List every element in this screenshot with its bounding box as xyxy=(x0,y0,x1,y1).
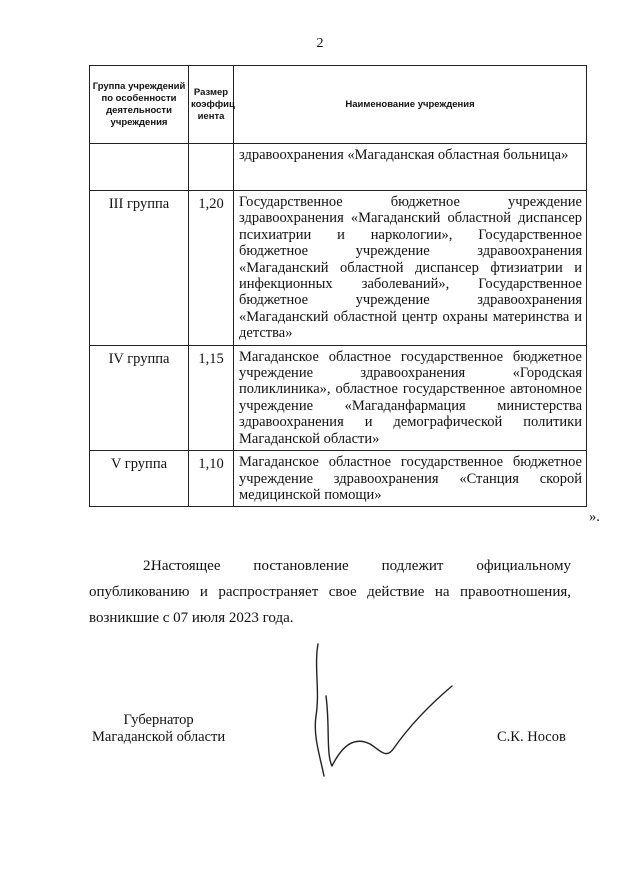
header-institution-name: Наименование учреждения xyxy=(234,66,587,144)
closing-quote: ». xyxy=(589,509,600,525)
institutions-table xyxy=(89,65,587,507)
cell-institution-name: Магаданское областное государственное бюджетное учреждение здравоохранения «Городская поликлиника», областное государственное автономное учреждение «Магаданфармация министерства здравоохранения и демографической политики Магаданской области» xyxy=(234,345,587,450)
header-coefficient: Размер коэффиц иента xyxy=(189,66,234,144)
cell-group: V группа xyxy=(90,451,189,507)
cell-coefficient: 1,20 xyxy=(189,191,234,346)
header-group: Группа учреждений по особенности деятельности учреждения xyxy=(90,66,189,144)
cell-institution-name: Государственное бюджетное учреждение здравоохранения «Магаданский областной диспансер психиатрии и наркологии», Государственное бюджетное учреждение здравоохранения «Магаданский областной диспансер фтизиатрии и инфекционных заболеваний», Государственное бюджетное учреждение здравоохранения «Магаданский областной центр охраны материнства и детства» xyxy=(234,191,587,346)
table-row xyxy=(90,451,587,507)
table-header-row xyxy=(90,66,587,144)
paragraph-2 xyxy=(89,553,571,631)
paragraph-number: 2. xyxy=(143,558,155,574)
cell-group: IV группа xyxy=(90,345,189,450)
table-row xyxy=(90,191,587,346)
signatory-title-line2: Магаданской области xyxy=(92,729,226,745)
signatory-title-line1: Губернатор xyxy=(123,712,194,728)
signatory-title xyxy=(92,712,225,746)
paragraph-text: Настоящее постановление подлежит официальному опубликованию и распространяет свое действие на правоотношения, возникшие с 07 июля 2023 года. xyxy=(89,558,571,626)
cell-group xyxy=(90,144,189,191)
table-row xyxy=(90,345,587,450)
cell-institution-name: здравоохранения «Магаданская областная больница» xyxy=(234,144,587,191)
cell-coefficient: 1,15 xyxy=(189,345,234,450)
cell-group: III группа xyxy=(90,191,189,346)
signatory-name: С.К. Носов xyxy=(497,729,566,745)
table-row xyxy=(90,144,587,191)
cell-institution-name: Магаданское областное государственное бюджетное учреждение здравоохранения «Станция скорой медицинской помощи» xyxy=(234,451,587,507)
page-number: 2 xyxy=(316,36,324,51)
handwritten-signature xyxy=(296,636,466,786)
cell-coefficient xyxy=(189,144,234,191)
cell-coefficient: 1,10 xyxy=(189,451,234,507)
